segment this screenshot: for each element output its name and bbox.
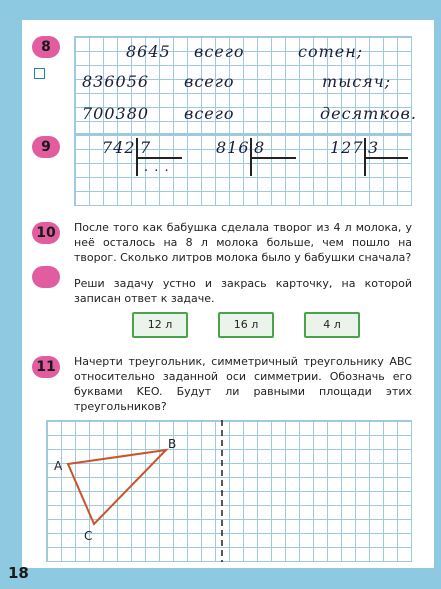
task-10-badge: 10 [32, 222, 60, 244]
task-9-division-2-dividend: 816 [216, 138, 250, 157]
answer-card-4[interactable]: 4 л [304, 312, 360, 338]
task-9-division-1-quotient: . . . [144, 160, 170, 175]
answer-card-16[interactable]: 16 л [218, 312, 274, 338]
task-10-instruction: Реши задачу устно и закрась карточку, на которой записан ответ к задаче. [74, 277, 412, 305]
task-9-division-1-divisor: 7 [140, 138, 152, 157]
task-11-drawing [46, 420, 412, 562]
task-8-row-2-unit: тысяч; [322, 72, 392, 91]
task-9-division-2-divisor: 8 [254, 138, 266, 157]
task-8-row-1-unit: сотен; [298, 42, 364, 61]
task-8-row-2-number: 836056 [82, 72, 150, 91]
vertex-a-label: A [54, 459, 63, 473]
task-9-division-3-divisor: 3 [368, 138, 380, 157]
task-11-text: Начерти треугольник, симметричный треугольнику ABC относительно заданной оси симметрии. Обозначь его буквами KEO. Будут ли равными площади этих треугольников? [74, 355, 412, 413]
task-8-row-2-word: всего [184, 72, 235, 91]
task-8-badge: 8 [32, 36, 60, 58]
task-8-row-1-word: всего [194, 42, 245, 61]
task-8-row-3-number: 700380 [82, 104, 150, 123]
task-9-division-1-dividend: 742 [102, 138, 136, 157]
task-8-row-3-unit: десятков. [320, 104, 417, 123]
task-9-division-3-dividend: 127 [330, 138, 364, 157]
task-9-badge: 9 [32, 136, 60, 158]
triangle-abc [68, 450, 166, 524]
vertex-b-label: B [168, 437, 177, 451]
task-9-division-1-underline [136, 157, 182, 159]
task-8-row-3-word: всего [184, 104, 235, 123]
task-8-checkbox[interactable] [34, 68, 45, 79]
task-11-badge-placeholder [32, 266, 60, 288]
task-10-text: После того как бабушка сделала творог из 4 л молока, у неё осталось на 8 л молока больше, чем пошло на творог. Сколько литров молока было у бабушки сначала? [74, 221, 412, 264]
workbook-page [22, 20, 434, 568]
page-number: 18 [8, 564, 29, 582]
task-8-row-1-number: 8645 [126, 42, 171, 61]
answer-card-12[interactable]: 12 л [132, 312, 188, 338]
vertex-c-label: C [84, 529, 93, 543]
task-9-division-3-underline [364, 157, 408, 159]
task-9-division-2-underline [250, 157, 296, 159]
task-11-badge: 11 [32, 356, 60, 378]
